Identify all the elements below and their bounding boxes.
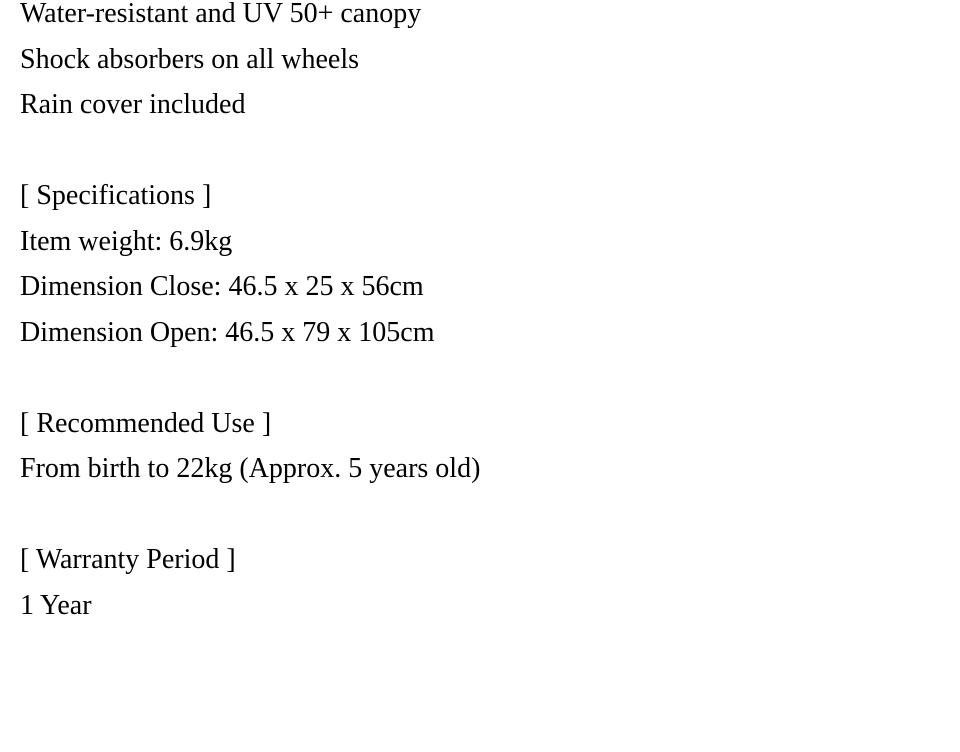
spec-dimension-open: Dimension Open: 46.5 x 79 x 105cm	[20, 316, 435, 348]
feature-line-shock-absorbers: Shock absorbers on all wheels	[20, 43, 360, 75]
section-spacer	[20, 128, 940, 174]
feature-line-canopy: Water-resistant and UV 50+ canopy	[20, 0, 422, 29]
recommended-use-age-weight: From birth to 22kg (Approx. 5 years old)	[20, 453, 481, 484]
warranty-heading: [ Warranty Period ]	[20, 544, 236, 575]
warranty-duration: 1 Year	[20, 589, 92, 621]
specifications-heading: [ Specifications ]	[20, 180, 212, 211]
spec-dimension-close: Dimension Close: 46.5 x 25 x 56cm	[20, 271, 424, 302]
recommended-use-heading: [ Recommended Use ]	[20, 407, 272, 439]
spec-item-weight: Item weight: 6.9kg	[20, 225, 233, 257]
product-description	[20, 0, 940, 628]
section-spacer	[20, 492, 940, 538]
section-spacer	[20, 355, 940, 401]
feature-line-rain-cover: Rain cover included	[20, 89, 246, 120]
